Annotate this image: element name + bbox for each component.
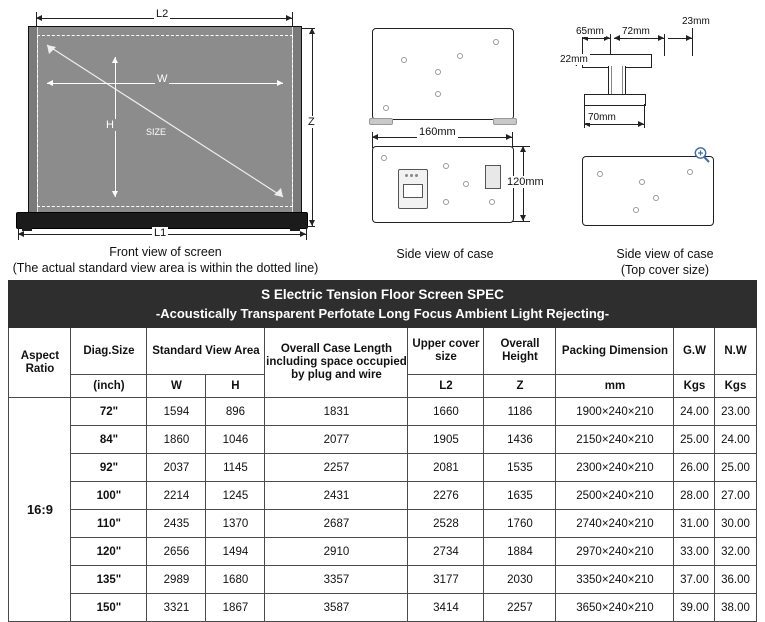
table-title [9, 281, 756, 328]
table-row [9, 566, 756, 594]
front-view-caption-line1: Front view of screen [109, 245, 222, 259]
col-header-packing-dimension: Packing Dimension [556, 328, 674, 375]
case-hole [401, 57, 407, 63]
h-arrow-up [112, 57, 118, 63]
cell-gw: 24.00 [674, 398, 715, 426]
case-hole [653, 195, 659, 201]
screen-frame [28, 26, 302, 216]
w160-arrow-left [372, 134, 378, 140]
case-hole [381, 155, 387, 161]
magnifier-icon[interactable] [693, 146, 711, 164]
w160-arrow-right [506, 134, 512, 140]
l1-label: L1 [154, 227, 167, 239]
table-row [9, 594, 756, 622]
d70-label: 70mm [588, 112, 616, 123]
cell-z: 2030 [484, 566, 556, 594]
control-panel [398, 169, 428, 209]
cell-gw: 28.00 [674, 482, 715, 510]
l2-top-label: L2 [156, 8, 169, 20]
cell-h: 1245 [206, 482, 265, 510]
panel-dot [410, 174, 413, 177]
case-hole [639, 179, 645, 185]
cell-l: 2687 [265, 510, 408, 538]
cell-w: 2989 [147, 566, 206, 594]
cell-diag-size: 72" [71, 398, 147, 426]
side-view-case-diagram [355, 6, 544, 272]
unit-w: W [147, 375, 206, 398]
l1-ext-left [18, 228, 19, 240]
unit-inch: (inch) [71, 375, 147, 398]
cell-nw: 25.00 [715, 454, 756, 482]
d22-label: 22mm [560, 54, 588, 65]
cell-nw: 23.00 [715, 398, 756, 426]
cell-w: 2435 [147, 510, 206, 538]
cell-l2: 1905 [408, 426, 484, 454]
cell-l: 3357 [265, 566, 408, 594]
cell-w: 3321 [147, 594, 206, 622]
unit-mm: mm [556, 375, 674, 398]
d72-ext-right [664, 34, 665, 56]
cell-gw: 31.00 [674, 510, 715, 538]
cell-packing: 1900×240×210 [556, 398, 674, 426]
case-hole [443, 199, 449, 205]
table-row [9, 454, 756, 482]
cell-l2: 2734 [408, 538, 484, 566]
h120-ext-bottom [512, 221, 530, 222]
cell-packing: 2500×240×210 [556, 482, 674, 510]
table-row [9, 538, 756, 566]
panel-dot [415, 174, 418, 177]
cell-packing: 2150×240×210 [556, 426, 674, 454]
cell-l2: 3414 [408, 594, 484, 622]
cell-diag-size: 120" [71, 538, 147, 566]
cell-z: 1535 [484, 454, 556, 482]
unit-l2: L2 [408, 375, 484, 398]
cell-l2: 1660 [408, 398, 484, 426]
cell-z: 1760 [484, 510, 556, 538]
case-hole [383, 105, 389, 111]
table-row [9, 510, 756, 538]
cell-packing: 2970×240×210 [556, 538, 674, 566]
cell-w: 2214 [147, 482, 206, 510]
unit-z: Z [484, 375, 556, 398]
panel-dot [405, 174, 408, 177]
side-view-top-cover-diagram [560, 6, 765, 277]
cell-nw: 32.00 [715, 538, 756, 566]
col-header-overall-case-length: Overall Case Length including space occupied by plug and wire [265, 328, 408, 398]
cell-h: 896 [206, 398, 265, 426]
cell-z: 1186 [484, 398, 556, 426]
case-hole [435, 91, 441, 97]
h-label: H [106, 119, 114, 131]
cell-gw: 39.00 [674, 594, 715, 622]
top-cover-neck-inner [611, 66, 623, 94]
d70-ext-left [584, 104, 585, 128]
col-header-nw: N.W [715, 328, 756, 375]
top-cover-caption-line1: Side view of case [616, 247, 714, 261]
cell-l: 2431 [265, 482, 408, 510]
cell-h: 1370 [206, 510, 265, 538]
case-hole [463, 181, 469, 187]
table-row [9, 426, 756, 454]
col-header-aspect-ratio: Aspect Ratio [9, 328, 71, 398]
col-header-gw: G.W [674, 328, 715, 375]
d23-ext-right [692, 28, 693, 56]
d70-dim-line [584, 124, 644, 125]
cell-gw: 37.00 [674, 566, 715, 594]
top-cover-caption-line2: (Top cover size) [620, 263, 710, 277]
case-hole [633, 207, 639, 213]
cell-h: 1145 [206, 454, 265, 482]
cell-z: 2257 [484, 594, 556, 622]
table-row [9, 398, 756, 426]
side-view-case-caption: Side view of case [396, 247, 494, 261]
case-hole [443, 163, 449, 169]
d72-dim-line [614, 38, 664, 39]
l1-ext-right [306, 228, 307, 240]
case-hole [493, 39, 499, 45]
case-hole [687, 169, 693, 175]
l2-arrow-right [286, 15, 292, 21]
cell-l: 2910 [265, 538, 408, 566]
cell-nw: 24.00 [715, 426, 756, 454]
l2-arrow-left [36, 15, 42, 21]
h120-arrow-down [520, 215, 526, 221]
cell-l: 2257 [265, 454, 408, 482]
cell-h: 1867 [206, 594, 265, 622]
case-bottom-body [372, 146, 514, 223]
table-title-line1: S Electric Tension Floor Screen SPEC [261, 287, 504, 302]
cell-packing: 3350×240×210 [556, 566, 674, 594]
cell-z: 1635 [484, 482, 556, 510]
col-header-diag-size: Diag.Size [71, 328, 147, 375]
cell-nw: 38.00 [715, 594, 756, 622]
unit-gw-kgs: Kgs [674, 375, 715, 398]
case-hole [489, 199, 495, 205]
w-arrow-left [47, 80, 53, 86]
cell-gw: 33.00 [674, 538, 715, 566]
cell-nw: 30.00 [715, 510, 756, 538]
case-hole [435, 69, 441, 75]
front-view-diagram [8, 4, 323, 275]
cell-l2: 2528 [408, 510, 484, 538]
top-cover-base-plate [584, 94, 646, 106]
d65-ext-left [582, 34, 583, 56]
d23-label: 23mm [682, 16, 710, 27]
cell-packing: 2740×240×210 [556, 510, 674, 538]
cell-diag-size: 150" [71, 594, 147, 622]
case-foot-left [369, 118, 393, 125]
cell-packing: 3650×240×210 [556, 594, 674, 622]
z-ext-bottom [301, 226, 315, 227]
case-width-label: 160mm [419, 126, 456, 138]
cell-l: 2077 [265, 426, 408, 454]
cell-nw: 27.00 [715, 482, 756, 510]
diagram-area [0, 0, 765, 277]
cell-w: 1860 [147, 426, 206, 454]
cell-w: 2037 [147, 454, 206, 482]
d70-ext-right [644, 104, 645, 128]
cell-diag-size: 92" [71, 454, 147, 482]
w-label: W [157, 73, 168, 85]
cell-l2: 2276 [408, 482, 484, 510]
col-header-upper-cover-size: Upper cover size [408, 328, 484, 375]
case-hole [597, 171, 603, 177]
d72-label: 72mm [622, 26, 650, 37]
d65-label: 65mm [576, 26, 604, 37]
case-foot-right [493, 118, 517, 125]
screen-foot-right [290, 227, 300, 231]
cell-l2: 3177 [408, 566, 484, 594]
cell-w: 2656 [147, 538, 206, 566]
cell-diag-size: 135" [71, 566, 147, 594]
unit-h: H [206, 375, 265, 398]
d65-ext-right [610, 34, 611, 56]
cell-l: 1831 [265, 398, 408, 426]
cell-diag-size: 100" [71, 482, 147, 510]
connector-block [485, 165, 501, 189]
cell-z: 1884 [484, 538, 556, 566]
panel-dots [405, 174, 419, 180]
table-row [9, 482, 756, 510]
cell-packing: 2300×240×210 [556, 454, 674, 482]
cell-gw: 25.00 [674, 426, 715, 454]
cell-l2: 2081 [408, 454, 484, 482]
cell-w: 1594 [147, 398, 206, 426]
h-arrow-down [112, 191, 118, 197]
front-view-caption-line2: (The actual standard view area is within the dotted line) [12, 261, 319, 275]
cell-l: 3587 [265, 594, 408, 622]
h120-arrow-up [520, 146, 526, 152]
panel-display [403, 184, 423, 198]
cell-diag-size: 84" [71, 426, 147, 454]
cell-nw: 36.00 [715, 566, 756, 594]
table-title-line2: -Acoustically Transparent Perfotate Long Focus Ambient Light Rejecting- [155, 306, 610, 321]
case-top-body [372, 28, 514, 120]
case-body-right [582, 156, 714, 226]
diagonal-size-line [29, 27, 301, 215]
cell-h: 1046 [206, 426, 265, 454]
unit-nw-kgs: Kgs [715, 375, 756, 398]
size-label: SIZE [146, 127, 167, 137]
col-header-standard-view-area: Standard View Area [147, 328, 265, 375]
spec-table [8, 280, 756, 622]
w-arrow-right [277, 80, 283, 86]
cell-h: 1680 [206, 566, 265, 594]
z-label: Z [308, 116, 315, 128]
cell-z: 1436 [484, 426, 556, 454]
cell-diag-size: 110" [71, 510, 147, 538]
case-hole [457, 53, 463, 59]
case-height-label: 120mm [507, 176, 544, 188]
cell-h: 1494 [206, 538, 265, 566]
col-header-overall-height: Overall Height [484, 328, 556, 375]
cell-gw: 26.00 [674, 454, 715, 482]
aspect-ratio-value: 16:9 [9, 398, 71, 622]
z-ext-top [301, 28, 315, 29]
